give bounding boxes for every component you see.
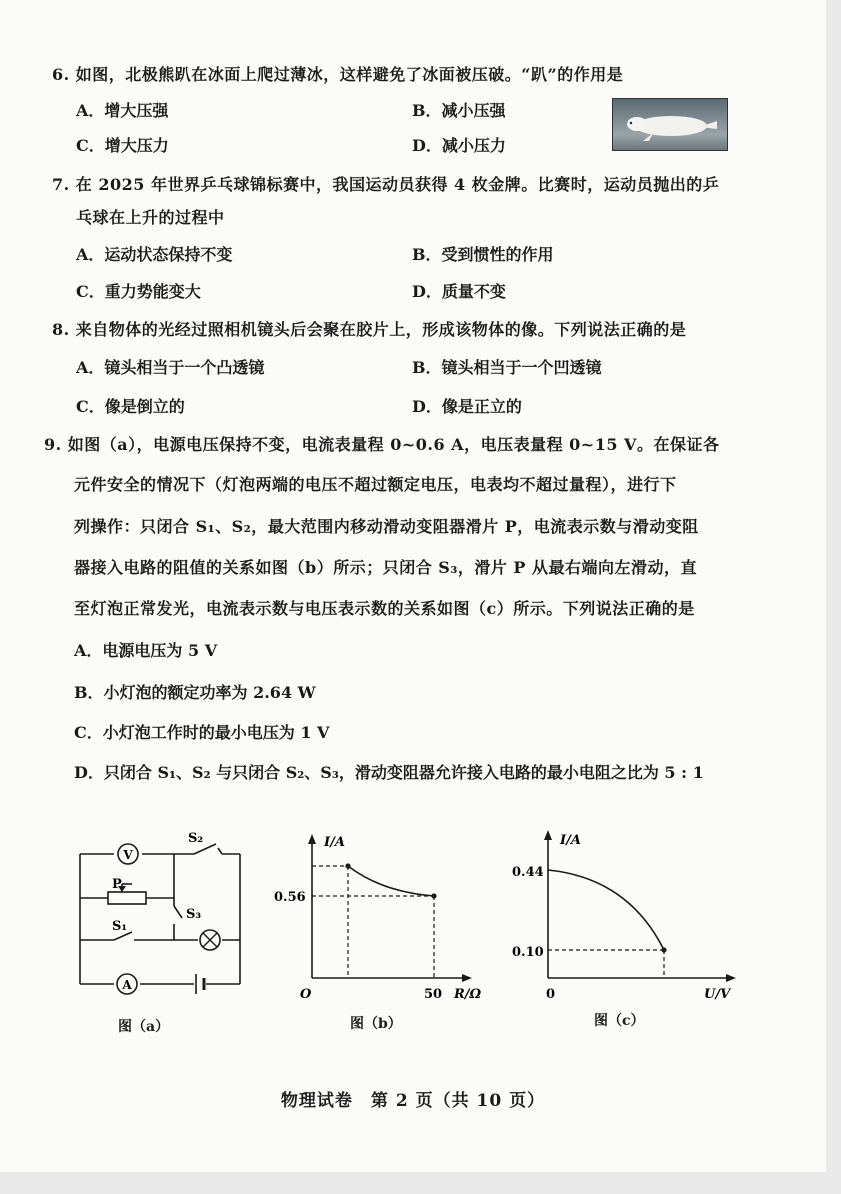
q9-stem-line-3: 列操作：只闭合 S₁、S₂，最大范围内移动滑动变阻器滑片 P，电流表示数与滑动变阻 xyxy=(74,517,699,536)
polar-bear-icon xyxy=(613,99,727,150)
chart-b-xtick: 50 xyxy=(424,987,443,1002)
q6-option-d[interactable]: D．减小压力 xyxy=(412,136,506,155)
figure-b-caption: 图（b） xyxy=(350,1016,402,1032)
figure-a-caption: 图（a） xyxy=(118,1019,170,1035)
switch-s2-label: S₂ xyxy=(188,831,204,846)
q8-option-d[interactable]: D．像是正立的 xyxy=(412,397,522,416)
q9-option-a[interactable]: A．电源电压为 5 V xyxy=(74,641,218,660)
q6-number: 6. xyxy=(52,65,70,84)
q7-stem: 7. 在 2025 年世界乒乓球锦标赛中，我国运动员获得 4 枚金牌。比赛时，运动员抛出的乒 xyxy=(52,175,720,194)
chart-b-xlabel: R/Ω xyxy=(454,987,482,1002)
chart-c-curve xyxy=(548,870,664,950)
chart-b-end-point xyxy=(431,893,436,898)
voltmeter-label: V xyxy=(123,848,133,862)
q6-stem-text: 如图，北极熊趴在冰面上爬过薄冰，这样避免了冰面被压破。“趴”的作用是 xyxy=(75,65,624,84)
chart-c-xlabel: U/V xyxy=(704,987,731,1002)
q6-option-b[interactable]: B．减小压强 xyxy=(412,101,506,120)
figure-c-caption: 图（c） xyxy=(594,1013,645,1029)
q8-option-c[interactable]: C．像是倒立的 xyxy=(76,397,185,416)
chart-c-origin: 0 xyxy=(546,987,556,1002)
chart-c-end-point xyxy=(661,947,666,952)
chart-b-origin: O xyxy=(300,987,312,1002)
polar-bear-photo xyxy=(612,98,728,151)
q7-option-a[interactable]: A．运动状态保持不变 xyxy=(76,245,233,264)
q9-stem-line-5: 至灯泡正常发光，电流表示数与电压表示数的关系如图（c）所示。下列说法正确的是 xyxy=(74,599,695,618)
circuit-diagram xyxy=(70,826,250,1006)
chart-c xyxy=(508,822,744,1008)
ammeter-label: A xyxy=(122,978,132,992)
q9-stem-line-4: 器接入电路的阻值的关系如图（b）所示；只闭合 S₃，滑片 P 从最右端向左滑动，直 xyxy=(74,558,697,577)
chart-b-ytick: 0.56 xyxy=(274,890,306,905)
q9-option-d[interactable]: D．只闭合 S₁、S₂ 与只闭合 S₂、S₃，滑动变阻器允许接入电路的最小电阻之比为 5 : 1 xyxy=(74,763,704,782)
q6-option-c[interactable]: C．增大压力 xyxy=(76,136,169,155)
q7-option-c[interactable]: C．重力势能变大 xyxy=(76,282,201,301)
q9-stem-line-2: 元件安全的情况下（灯泡两端的电压不超过额定电压，电表均不超过量程），进行下 xyxy=(74,475,677,494)
chart-c-ytick-top: 0.44 xyxy=(512,865,544,880)
switch-s1-label: S₁ xyxy=(112,919,128,934)
q6-option-a[interactable]: A．增大压强 xyxy=(76,101,169,120)
chart-b xyxy=(272,826,492,1006)
q8-option-b[interactable]: B．镜头相当于一个凹透镜 xyxy=(412,358,602,377)
q8-option-a[interactable]: A．镜头相当于一个凸透镜 xyxy=(76,358,265,377)
q8-stem: 8. 来自物体的光经过照相机镜头后会聚在胶片上，形成该物体的像。下列说法正确的是 xyxy=(52,320,687,339)
chart-b-start-point xyxy=(345,863,350,868)
switch-s3-label: S₃ xyxy=(186,907,202,922)
q7-option-d[interactable]: D．质量不变 xyxy=(412,282,506,301)
q7-option-b[interactable]: B．受到惯性的作用 xyxy=(412,245,554,264)
chart-b-ylabel: I/A xyxy=(324,835,345,850)
q6-stem xyxy=(52,62,623,85)
page-footer: 物理试卷 第 2 页（共 10 页） xyxy=(280,1091,546,1111)
slider-p-label: P xyxy=(112,877,122,892)
q9-option-c[interactable]: C．小灯泡工作时的最小电压为 1 V xyxy=(74,723,330,742)
chart-c-ylabel: I/A xyxy=(560,833,581,848)
q9-stem-line-1: 9. 如图（a），电源电压保持不变，电流表量程 0~0.6 A，电压表量程 0~15 V。在保证各 xyxy=(44,435,720,454)
q7-stem-cont: 乓球在上升的过程中 xyxy=(76,208,225,227)
chart-c-ytick-low: 0.10 xyxy=(512,945,544,960)
q9-option-b[interactable]: B．小灯泡的额定功率为 2.64 W xyxy=(74,683,316,702)
chart-b-curve xyxy=(348,866,434,896)
